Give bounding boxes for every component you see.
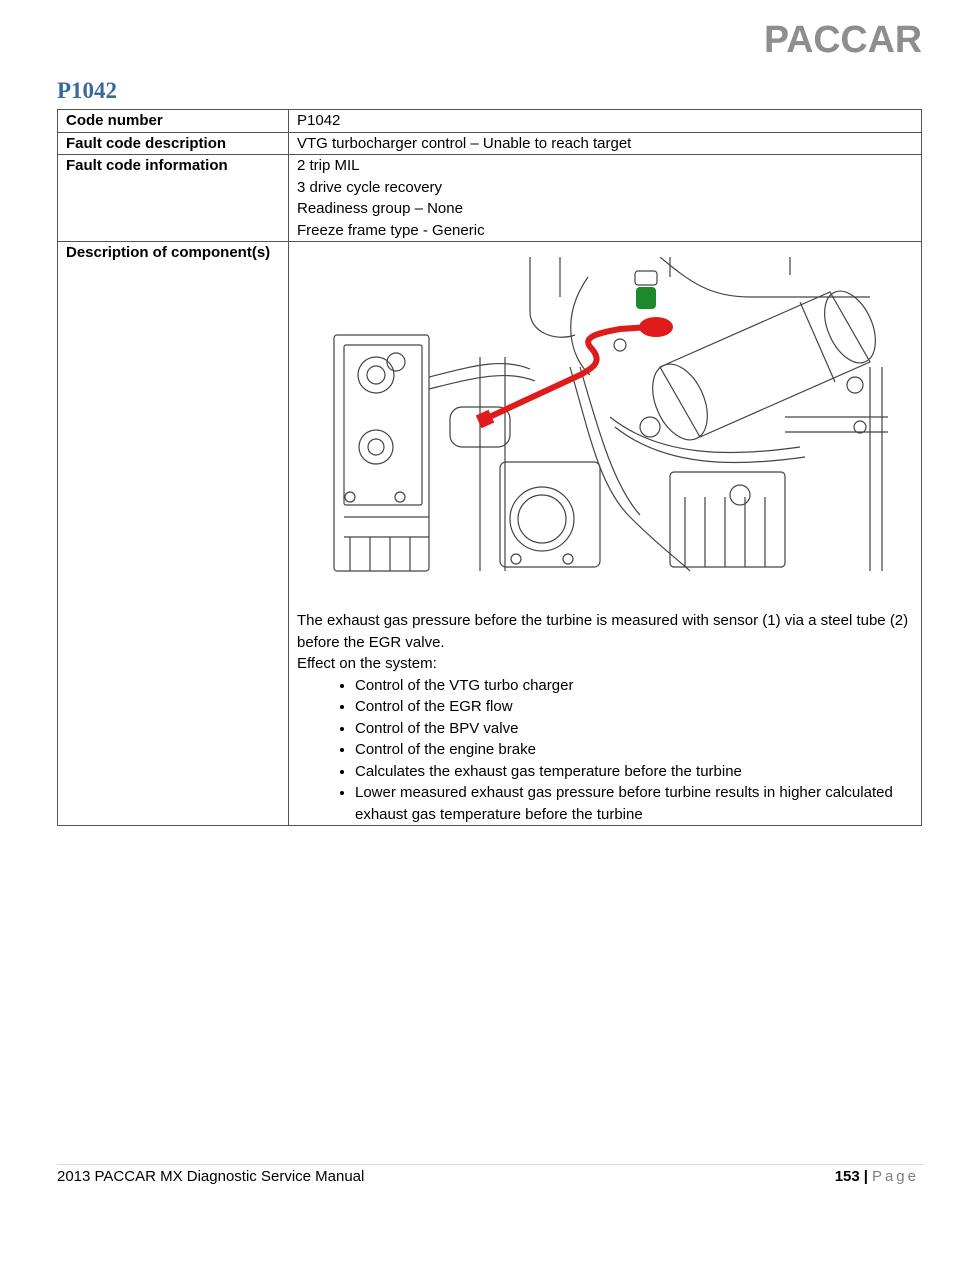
logo-text: PACCAR [764, 19, 922, 58]
effects-list [297, 675, 913, 826]
fault-info-line: Freeze frame type - Generic [297, 221, 485, 239]
component-row [58, 242, 922, 826]
effect-item: • Control of the VTG turbo charger [355, 675, 913, 697]
code-number-value: P1042 [289, 110, 922, 133]
component-description [289, 242, 922, 826]
effect-item: • Lower measured exhaust gas pressure before turbine results in higher calculated exhaust gas temperature before the turbine [355, 782, 913, 825]
page-separator: | [863, 1168, 868, 1185]
pressure-sensor [636, 287, 656, 309]
steel-tube [485, 327, 650, 419]
sensor-connector [639, 317, 673, 337]
fault-description-row [58, 132, 922, 155]
fault-description-label: Fault code description [58, 132, 289, 155]
fault-info-line: 3 drive cycle recovery [297, 178, 443, 196]
sensor-cap [635, 271, 657, 285]
fault-code-title: P1042 [57, 78, 118, 103]
engine-illustration [330, 257, 888, 575]
code-number-row [58, 110, 922, 133]
tube-fitting [476, 410, 494, 428]
fault-info-line: Readiness group – None [297, 200, 463, 217]
fault-code-table [57, 109, 922, 826]
fault-info-row [58, 155, 922, 242]
component-description-text: The exhaust gas pressure before the turbine is measured with sensor (1) via a steel tube (2) before the EGR valve. [297, 612, 909, 651]
effect-heading: Effect on the system: [297, 655, 437, 672]
footer-page-info [835, 1168, 919, 1185]
footer-manual-title: 2013 PACCAR MX Diagnostic Service Manual [57, 1168, 365, 1185]
footer-divider [57, 1164, 924, 1165]
paccar-logo [764, 18, 924, 58]
effect-item: • Control of the engine brake [355, 739, 913, 761]
effect-item: • Control of the BPV valve [355, 718, 913, 740]
fault-description-value: VTG turbocharger control – Unable to reach target [289, 132, 922, 155]
effect-item: • Control of the EGR flow [355, 696, 913, 718]
fault-info-value [289, 155, 922, 242]
fault-info-line: 2 trip MIL [297, 157, 360, 174]
page-number: 153 [834, 1168, 860, 1185]
effect-item: • Calculates the exhaust gas temperature before the turbine [355, 761, 913, 783]
fault-info-label: Fault code information [58, 155, 289, 242]
component-label: Description of component(s) [58, 242, 289, 826]
code-number-label: Code number [58, 110, 289, 133]
page-word: Page [871, 1168, 919, 1185]
engine-diagram [297, 242, 913, 610]
